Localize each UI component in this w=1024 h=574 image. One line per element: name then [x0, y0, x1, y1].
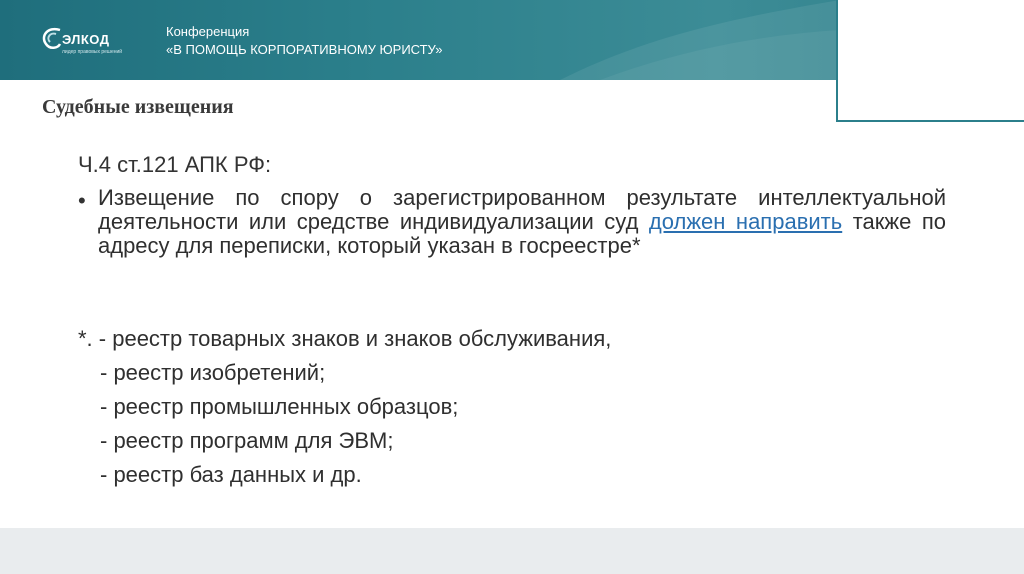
paragraph-text-after: также по адресу для переписки, который указан в госреестре* [98, 209, 946, 258]
list-item: - реестр программ для ЭВМ; [100, 428, 394, 453]
paragraph-text-before: Извещение по спору о зарегистрированном результате интеллектуальной деятельности или средстве индивидуализации суд [98, 185, 946, 234]
bullet-icon: • [78, 188, 86, 213]
logo-subtext: лидер правовых решений [62, 49, 123, 55]
logo-swirl-icon [40, 24, 62, 54]
logo-text: ЭЛКОД [62, 32, 110, 47]
notice-paragraph [98, 186, 946, 258]
list-item: - реестр промышленных образцов; [100, 394, 459, 419]
law-reference-heading: Ч.4 ст.121 АПК РФ: [78, 152, 272, 177]
list-item: - реестр баз данных и др. [100, 462, 362, 487]
conference-line-1: Конференция [166, 24, 250, 39]
header-wave-decoration [560, 0, 840, 80]
corner-frame [836, 0, 1024, 122]
list-item: *. - реестр товарных знаков и знаков обслуживания, [78, 326, 612, 351]
conference-title [166, 23, 442, 59]
slide-title: Судебные извещения [42, 96, 234, 118]
registry-list [78, 322, 611, 492]
must-send-link[interactable]: должен направить [648, 209, 843, 234]
footer-band [0, 528, 1024, 574]
list-item: - реестр изобретений; [100, 360, 326, 385]
conference-line-2: «В ПОМОЩЬ КОРПОРАТИВНОМУ ЮРИСТУ» [166, 42, 443, 57]
elkod-logo[interactable] [40, 24, 140, 60]
